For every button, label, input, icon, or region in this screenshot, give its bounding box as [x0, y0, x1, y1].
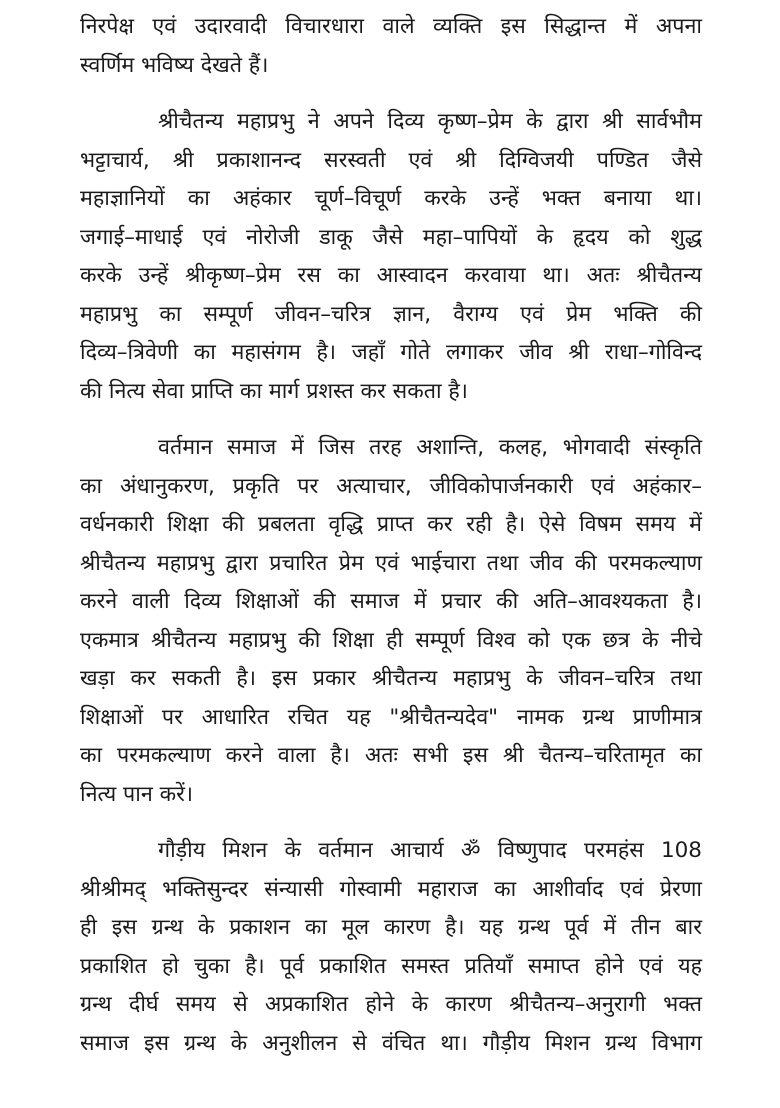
text-line: का अंधानुकरण, प्रकृति पर अत्याचार, जीविकोपार्जनकारी एवं अहंकार–	[80, 473, 702, 499]
text-line: वर्तमान समाज में जिस तरह अशान्ति, कलह, भोगवादी संस्कृति	[158, 435, 702, 460]
text-line: खड़ा कर सकती है। इस प्रकार श्रीचैतन्य महाप्रभु के जीवन–चरित्र तथा	[80, 666, 702, 691]
text-line: करके उन्हें श्रीकृष्ण–प्रेम रस का आस्वादन करवाया था। अतः श्रीचैतन्य	[80, 263, 702, 288]
paragraph-1	[80, 8, 702, 85]
text-line: श्रीचैतन्य महाप्रभु द्वारा प्रचारित प्रेम एवं भाईचारा तथा जीव की परमकल्याण	[80, 550, 702, 576]
paragraph-2	[80, 103, 702, 411]
text-line: दिव्य–त्रिवेणी का महासंगम है। जहाँ गोते लगाकर जीव श्री राधा–गोविन्द	[80, 340, 702, 365]
text-line: का परमकल्याण करने वाला है। अतः सभी इस श्री चैतन्य–चरितामृत का	[80, 743, 702, 768]
text-line: नित्य पान करें।	[80, 781, 194, 807]
text-line: जगाई–माधाई एवं नोरोजी डाकू जैसे महा–पापियों के हृदय को शुद्ध	[80, 224, 702, 250]
text-line: निरपेक्ष एवं उदारवादी विचारधारा वाले व्यक्ति इस सिद्धान्त में अपना	[80, 14, 702, 39]
text-line: श्रीचैतन्य महाप्रभु ने अपने दिव्य कृष्ण–प्रेम के द्वारा श्री सार्वभौम	[158, 109, 702, 134]
text-line: की नित्य सेवा प्राप्ति का मार्ग प्रशस्त कर सकता है।	[80, 378, 468, 404]
paragraph-3	[80, 429, 702, 814]
text-line: भट्टाचार्य, श्री प्रकाशानन्द सरस्वती एवं श्री दिग्विजयी पण्डित जैसे	[80, 147, 702, 173]
text-line: श्रीश्रीमद् भक्तिसुन्दर संन्यासी गोस्वामी महाराज का आशीर्वाद एवं प्रेरणा	[80, 876, 702, 902]
text-line: करने वाली दिव्य शिक्षाओं की समाज में प्रचार की अति–आवश्यकता है।	[80, 589, 702, 614]
text-line: स्वर्णिम भविष्य देखते हैं।	[80, 52, 269, 78]
text-line: ग्रन्थ दीर्घ समय से अप्रकाशित होने के कारण श्रीचैतन्य–अनुरागी भक्त	[80, 992, 702, 1017]
text-line: शिक्षाओं पर आधारित रचित यह "श्रीचैतन्यदेव" नामक ग्रन्थ प्राणीमात्र	[80, 704, 702, 730]
text-line: वर्धनकारी शिक्षा की प्रबलता वृद्धि प्राप्त कर रही है। ऐसे विषम समय में	[80, 512, 702, 537]
text-line: समाज इस ग्रन्थ के अनुशीलन से वंचित था। गौड़ीय मिशन ग्रन्थ विभाग	[80, 1030, 702, 1056]
text-line: ही इस ग्रन्थ के प्रकाशन का मूल कारण है। यह ग्रन्थ पूर्व में तीन बार	[80, 915, 702, 940]
text-line: महाप्रभु का सम्पूर्ण जीवन–चरित्र ज्ञान, वैराग्य एवं प्रेम भक्ति की	[80, 301, 702, 327]
document-page	[80, 8, 702, 1063]
text-line: एकमात्र श्रीचैतन्य महाप्रभु की शिक्षा ही सम्पूर्ण विश्व को एक छत्र के नीचे	[80, 627, 702, 653]
text-line: महाज्ञानियों का अहंकार चूर्ण–विचूर्ण करके उन्हें भक्त बनाया था।	[80, 186, 702, 211]
text-line: प्रकाशित हो चुका है। पूर्व प्रकाशित समस्त प्रतियाँ समाप्त होने एवं यह	[80, 953, 702, 979]
text-line: गौड़ीय मिशन के वर्तमान आचार्य ॐ विष्णुपाद परमहंस 108	[158, 838, 702, 863]
paragraph-4	[80, 832, 702, 1063]
